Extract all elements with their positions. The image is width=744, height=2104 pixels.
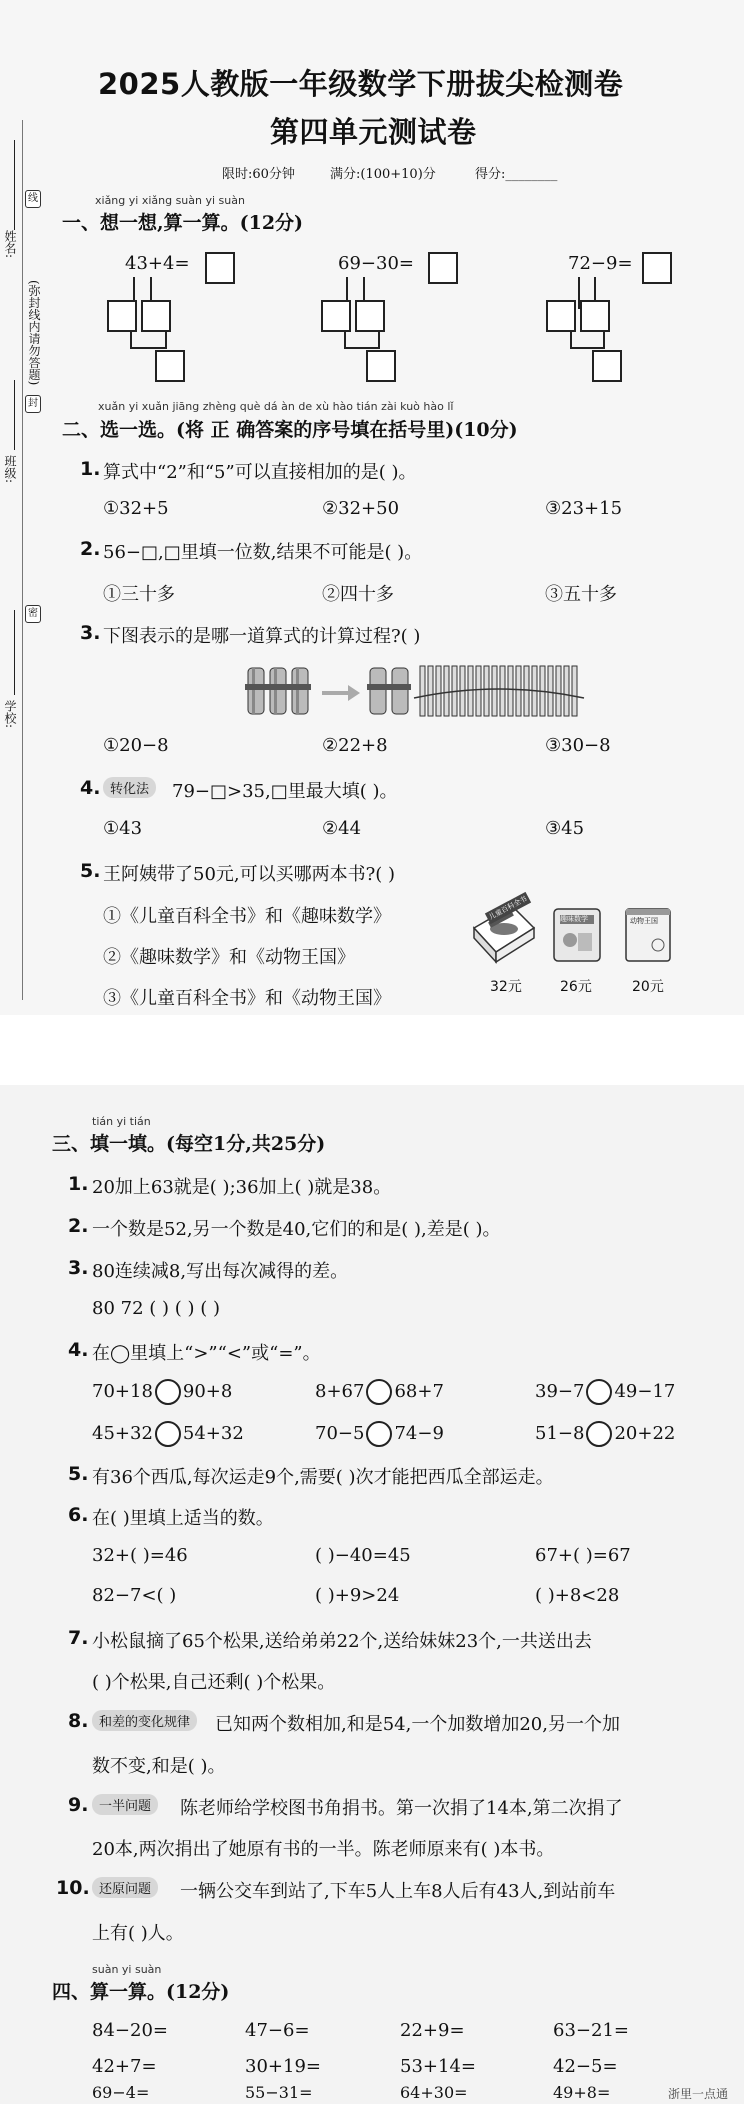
section1-pinyin: xiǎng yi xiǎng suàn yi suàn: [95, 194, 245, 207]
q3-7-text: 小松鼠摘了65个松果,送给弟弟22个,送给妹妹23个,一共送出去: [92, 1631, 592, 1652]
full-score: 满分:(100+10)分: [330, 167, 436, 182]
watermark: 浙里一点通: [668, 2087, 729, 2101]
stick-bundle: [289, 668, 311, 714]
stick-bundle: [389, 668, 411, 714]
compare-circle[interactable]: [155, 1421, 181, 1447]
q2-4-option-b[interactable]: ②44: [322, 818, 362, 839]
compare-item: [92, 1379, 232, 1405]
compare-right: 54+32: [182, 1423, 244, 1444]
fill-blank-item[interactable]: ( )+9>24: [315, 1585, 400, 1606]
q2-4-number: 4.: [80, 777, 101, 799]
method-tag: 一半问题: [92, 1794, 158, 1815]
eq3-split-box-1[interactable]: [546, 300, 576, 332]
eq1-line: [165, 330, 167, 348]
q2-1-option-a[interactable]: ①32+5: [103, 498, 169, 519]
q2-5-text: 王阿姨带了50元,可以买哪两本书?( ): [103, 864, 396, 885]
book-price: 26元: [560, 979, 592, 995]
eq3-sum-box[interactable]: [592, 350, 622, 382]
q2-3-option-b[interactable]: ②22+8: [322, 735, 388, 756]
q2-2-option-b[interactable]: ②四十多: [322, 584, 394, 605]
q2-1-option-b[interactable]: ②32+50: [322, 498, 400, 519]
stick-bundle: [267, 668, 289, 714]
calc-item[interactable]: 22+9=: [400, 2020, 465, 2041]
eq1-answer-box[interactable]: [205, 252, 235, 284]
calc-item[interactable]: 63−21=: [553, 2020, 629, 2041]
q2-1-number: 1.: [80, 458, 101, 480]
q3-7-number: 7.: [68, 1627, 89, 1649]
q3-8-text-line2[interactable]: 数不变,和是( )。: [92, 1756, 226, 1777]
q2-1-text: 算式中“2”和“5”可以直接相加的是( )。: [103, 462, 417, 483]
eq1-split-box-2[interactable]: [141, 300, 171, 332]
book-animal-kingdom: [620, 905, 680, 967]
method-tag: 转化法: [103, 777, 156, 798]
q2-2-number: 2.: [80, 538, 101, 560]
compare-circle[interactable]: [586, 1421, 612, 1447]
eq1-text: 43+4=: [125, 253, 190, 274]
calc-item[interactable]: 42+7=: [92, 2056, 157, 2077]
section1-title: 一、想一想,算一算。(12分): [62, 212, 304, 234]
q2-4-option-c[interactable]: ③45: [545, 818, 585, 839]
compare-circle[interactable]: [366, 1421, 392, 1447]
compare-item: [92, 1421, 244, 1447]
eq3-line: [570, 330, 572, 348]
class-line: [14, 380, 15, 450]
q3-8-tag-wrap: [92, 1710, 197, 1731]
compare-right: 74−9: [394, 1423, 444, 1444]
compare-item: [315, 1379, 444, 1405]
calc-item[interactable]: 69−4=: [92, 2083, 150, 2102]
q3-10-text: 一辆公交车到站了,下车5人上车8人后有43人,到站前车: [180, 1881, 616, 1902]
eq3-line: [570, 347, 605, 349]
eq2-text: 69−30=: [338, 253, 414, 274]
compare-item: [535, 1421, 675, 1447]
section2-title: 二、选一选。(将 正 确答案的序号填在括号里)(10分): [62, 419, 518, 441]
calc-item[interactable]: 64+30=: [400, 2083, 468, 2102]
eq1-sum-box[interactable]: [155, 350, 185, 382]
time-limit: 限时:60分钟: [222, 167, 295, 182]
calc-item[interactable]: 30+19=: [245, 2056, 321, 2077]
q2-2-option-a[interactable]: ①三十多: [103, 584, 175, 605]
binding-sidebar: [0, 0, 48, 1015]
book-price: 32元: [490, 979, 522, 995]
calc-item[interactable]: 53+14=: [400, 2056, 476, 2077]
binding-line: [22, 120, 23, 1000]
calc-item[interactable]: 42−5=: [553, 2056, 618, 2077]
eq3-text: 72−9=: [568, 253, 633, 274]
book-fun-math-title: 趣味数学: [560, 915, 588, 923]
q3-6-number: 6.: [68, 1504, 89, 1526]
q3-4-number: 4.: [68, 1339, 89, 1361]
seal-badge-2: 封: [25, 395, 41, 413]
q3-10-tag-wrap: [92, 1877, 158, 1898]
q3-7-text-line2[interactable]: ( )个松果,自己还剩( )个松果。: [92, 1672, 336, 1693]
q2-1-option-c[interactable]: ③23+15: [545, 498, 623, 519]
compare-left: 45+32: [92, 1423, 153, 1444]
class-label: 班级:: [3, 455, 17, 484]
seal-badge-1: 线: [25, 190, 41, 208]
q3-10-text-line2[interactable]: 上有( )人。: [92, 1923, 184, 1944]
compare-right: 20+22: [614, 1423, 676, 1444]
q3-3-text: 80连续减8,写出每次减得的差。: [92, 1261, 349, 1282]
compare-right: 49−17: [614, 1381, 676, 1402]
q2-5-number: 5.: [80, 860, 101, 882]
compare-left: 70+18: [92, 1381, 153, 1402]
fill-blank-item[interactable]: 82−7<( ): [92, 1585, 177, 1606]
method-tag: 和差的变化规律: [92, 1710, 197, 1731]
q2-3-number: 3.: [80, 622, 101, 644]
eq1-line: [130, 347, 167, 349]
loose-sticks: [420, 666, 577, 716]
compare-left: 39−7: [535, 1381, 585, 1402]
section4-title: 四、算一算。(12分): [52, 1981, 230, 2003]
name-label: 姓名:: [3, 230, 17, 259]
q3-9-number: 9.: [68, 1794, 89, 1816]
q2-4-text: 79−□>35,□里最大填( )。: [172, 781, 398, 802]
compare-right: 68+7: [394, 1381, 444, 1402]
book-animal-kingdom-title: 动物王国: [630, 917, 658, 925]
page-title: 2025人教版一年级数学下册拔尖检测卷: [98, 67, 624, 101]
score-field[interactable]: 得分:________: [475, 167, 558, 182]
fill-blank-item[interactable]: 67+( )=67: [535, 1545, 631, 1566]
compare-circle[interactable]: [586, 1379, 612, 1405]
page-subtitle: 第四单元测试卷: [270, 115, 477, 149]
eq2-line: [344, 330, 346, 348]
compare-right: 90+8: [182, 1381, 233, 1402]
book-price: 20元: [632, 979, 664, 995]
calc-item[interactable]: 55−31=: [245, 2083, 313, 2102]
q2-2-option-c[interactable]: ③五十多: [545, 584, 617, 605]
school-label: 学校:: [3, 700, 17, 729]
q3-9-tag-wrap: [92, 1794, 158, 1815]
method-tag: 还原问题: [92, 1877, 158, 1898]
seal-note: (弥封线内请勿答题): [27, 280, 41, 386]
arrow-icon: [322, 685, 360, 701]
q3-2-text: 一个数是52,另一个数是40,它们的和是( ),差是( )。: [92, 1219, 501, 1240]
q3-3-number: 3.: [68, 1257, 89, 1279]
school-line: [14, 610, 15, 695]
q3-3-sequence[interactable]: 80 72 ( ) ( ) ( ): [92, 1298, 220, 1319]
eq1-split-box-1[interactable]: [107, 300, 137, 332]
compare-item: [315, 1421, 444, 1447]
q3-1-text: 20加上63就是( );36加上( )就是38。: [92, 1177, 392, 1198]
compare-left: 51−8: [535, 1423, 585, 1444]
seal-badge-3: 密: [25, 605, 41, 623]
q2-5-option-c[interactable]: ③《儿童百科全书》和《动物王国》: [103, 988, 391, 1009]
q2-4-option-a[interactable]: ①43: [103, 818, 143, 839]
q3-6-text: 在( )里填上适当的数。: [92, 1508, 274, 1529]
fill-blank-item[interactable]: 32+( )=46: [92, 1545, 188, 1566]
q3-5-text: 有36个西瓜,每次运走9个,需要( )次才能把西瓜全部运走。: [92, 1467, 554, 1488]
stick-bundle: [245, 668, 267, 714]
book-encyclopedia-title: 儿童百科全书: [485, 892, 531, 924]
fill-blank-item[interactable]: ( )−40=45: [315, 1545, 411, 1566]
eq2-answer-box[interactable]: [428, 252, 458, 284]
calc-item[interactable]: 47−6=: [245, 2020, 310, 2041]
q2-3-option-c[interactable]: ③30−8: [545, 735, 611, 756]
eq2-sum-box[interactable]: [366, 350, 396, 382]
eq1-line: [130, 330, 132, 348]
fill-blank-item[interactable]: ( )+8<28: [535, 1585, 620, 1606]
eq3-split-box-2[interactable]: [580, 300, 610, 332]
section3-title: 三、填一填。(每空1分,共25分): [52, 1133, 326, 1155]
calc-item[interactable]: 49+8=: [553, 2083, 611, 2102]
q3-10-number: 10.: [56, 1877, 90, 1899]
page-gap: [0, 1015, 744, 1085]
name-line: [14, 140, 15, 230]
q2-5-option-b[interactable]: ②《趣味数学》和《动物王国》: [103, 947, 355, 968]
q2-5-option-a[interactable]: ①《儿童百科全书》和《趣味数学》: [103, 906, 391, 927]
eq3-line: [603, 330, 605, 348]
calc-item[interactable]: 84−20=: [92, 2020, 168, 2041]
eq2-split-box-1[interactable]: [321, 300, 351, 332]
q2-3-option-a[interactable]: ①20−8: [103, 735, 169, 756]
section3-pinyin: tián yi tián: [92, 1115, 151, 1128]
compare-left: 8+67: [315, 1381, 365, 1402]
q3-9-text-line2[interactable]: 20本,两次捐出了她原有书的一半。陈老师原来有( )本书。: [92, 1839, 555, 1860]
q3-4-text: 在◯里填上“>”“<”或“=”。: [92, 1343, 321, 1364]
q3-1-number: 1.: [68, 1173, 89, 1195]
compare-left: 70−5: [315, 1423, 365, 1444]
eq2-split-box-2[interactable]: [355, 300, 385, 332]
page-2: [0, 1085, 744, 2104]
eq3-answer-box[interactable]: [642, 252, 672, 284]
compare-circle[interactable]: [155, 1379, 181, 1405]
page-1: [0, 0, 744, 1015]
q3-5-number: 5.: [68, 1463, 89, 1485]
section2-pinyin: xuǎn yi xuǎn jiāng zhèng què dá àn de xù hào tián zài kuò hào lǐ: [98, 400, 454, 413]
stick-bundle: [367, 668, 389, 714]
q2-4-tag: [103, 777, 156, 798]
q3-2-number: 2.: [68, 1215, 89, 1237]
sticks-illustration: [240, 660, 600, 720]
compare-circle[interactable]: [366, 1379, 392, 1405]
eq2-line: [344, 347, 380, 349]
q3-8-number: 8.: [68, 1710, 89, 1732]
q3-9-text: 陈老师给学校图书角捐书。第一次捐了14本,第二次捐了: [180, 1798, 623, 1819]
q3-8-text: 已知两个数相加,和是54,一个加数增加20,另一个加: [215, 1714, 620, 1735]
q2-3-text: 下图表示的是哪一道算式的计算过程?( ): [103, 626, 421, 647]
q2-2-text: 56−□,□里填一位数,结果不可能是( )。: [103, 542, 423, 563]
eq2-line: [378, 330, 380, 348]
section4-pinyin: suàn yi suàn: [92, 1963, 162, 1976]
compare-item: [535, 1379, 675, 1405]
